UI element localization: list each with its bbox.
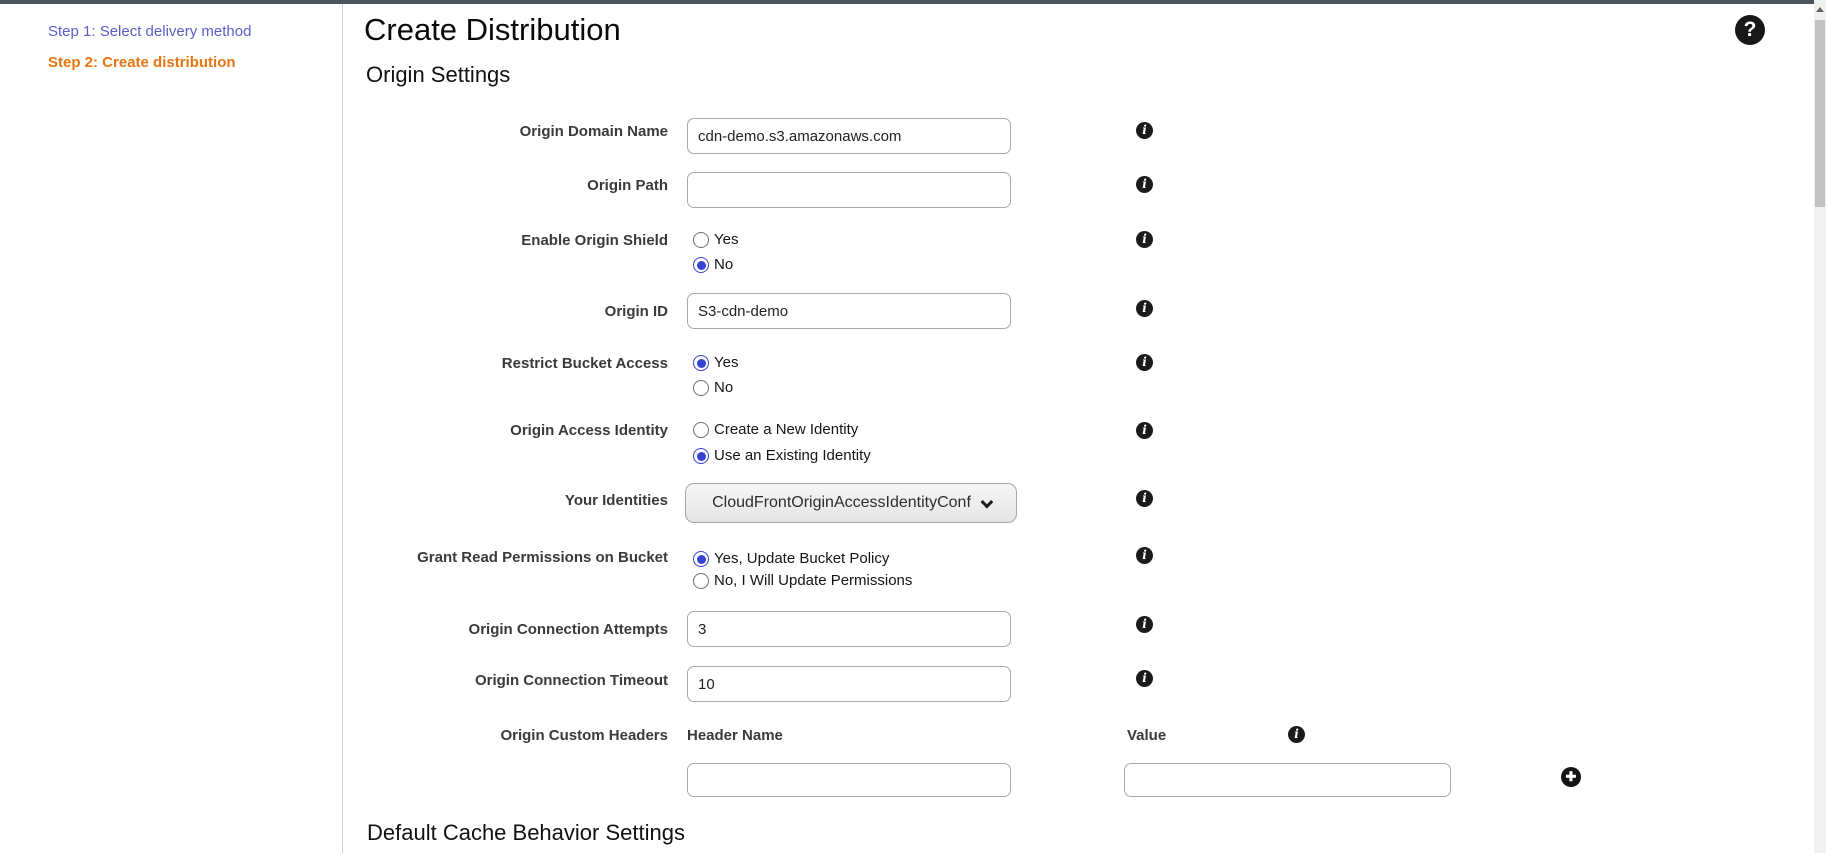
grant-read-permissions-no-radio[interactable] bbox=[693, 572, 912, 590]
origin-path-input[interactable] bbox=[687, 172, 1011, 208]
radio-label: Use an Existing Identity bbox=[714, 447, 871, 464]
grant-read-permissions-label: Grant Read Permissions on Bucket bbox=[417, 549, 668, 566]
origin-path-info-icon[interactable]: i bbox=[1136, 176, 1153, 193]
origin-settings-heading: Origin Settings bbox=[366, 62, 511, 87]
restrict-bucket-access-label: Restrict Bucket Access bbox=[501, 355, 668, 372]
origin-domain-name-input[interactable] bbox=[687, 118, 1011, 154]
origin-access-identity-create-new-radio[interactable] bbox=[693, 421, 858, 439]
radio-label: No bbox=[714, 256, 734, 273]
grant-read-permissions-yes-radio[interactable] bbox=[693, 550, 889, 568]
origin-custom-headers-label: Origin Custom Headers bbox=[500, 727, 668, 744]
origin-connection-attempts-label: Origin Connection Attempts bbox=[468, 621, 668, 638]
radio-selected-icon bbox=[693, 448, 709, 464]
radio-icon bbox=[693, 573, 709, 589]
radio-label: No, I Will Update Permissions bbox=[714, 572, 913, 589]
origin-access-identity-info-icon[interactable]: i bbox=[1136, 422, 1153, 439]
custom-header-value-input[interactable] bbox=[1124, 763, 1451, 797]
header-name-column-label: Header Name bbox=[687, 727, 783, 744]
origin-path-label: Origin Path bbox=[587, 177, 668, 194]
radio-label: Yes, Update Bucket Policy bbox=[714, 550, 890, 567]
custom-header-name-input[interactable] bbox=[687, 763, 1011, 797]
origin-connection-attempts-input[interactable] bbox=[687, 611, 1011, 647]
value-column-label: Value bbox=[1127, 727, 1167, 744]
origin-access-identity-use-existing-radio[interactable] bbox=[693, 447, 871, 465]
origin-id-label: Origin ID bbox=[604, 303, 668, 320]
enable-origin-shield-yes-radio[interactable] bbox=[693, 231, 738, 249]
grant-read-permissions-info-icon[interactable]: i bbox=[1136, 547, 1153, 564]
your-identities-info-icon[interactable]: i bbox=[1136, 490, 1153, 507]
radio-icon bbox=[693, 422, 709, 438]
help-icon[interactable]: ? bbox=[1735, 15, 1765, 45]
radio-label: Yes bbox=[714, 231, 739, 248]
page-title: Create Distribution bbox=[364, 12, 621, 47]
scrollbar-thumb[interactable] bbox=[1815, 20, 1825, 207]
origin-connection-timeout-input[interactable] bbox=[687, 666, 1011, 702]
radio-label: No bbox=[714, 379, 734, 396]
restrict-bucket-access-no-radio[interactable] bbox=[693, 379, 733, 397]
vertical-scrollbar[interactable] bbox=[1814, 0, 1826, 853]
your-identities-select[interactable] bbox=[685, 483, 1017, 523]
enable-origin-shield-label: Enable Origin Shield bbox=[521, 232, 668, 249]
radio-selected-icon bbox=[693, 257, 709, 273]
radio-label: Yes bbox=[714, 354, 739, 371]
origin-access-identity-label: Origin Access Identity bbox=[510, 422, 668, 439]
origin-id-info-icon[interactable]: i bbox=[1136, 300, 1153, 317]
enable-origin-shield-info-icon[interactable]: i bbox=[1136, 231, 1153, 248]
your-identities-label: Your Identities bbox=[564, 492, 668, 509]
radio-icon bbox=[693, 232, 709, 248]
origin-custom-headers-info-icon[interactable]: i bbox=[1288, 726, 1305, 743]
top-bar bbox=[0, 0, 1814, 4]
origin-connection-timeout-label: Origin Connection Timeout bbox=[474, 672, 668, 689]
default-cache-behavior-heading: Default Cache Behavior Settings bbox=[367, 820, 685, 845]
restrict-bucket-access-info-icon[interactable]: i bbox=[1136, 354, 1153, 371]
origin-domain-name-info-icon[interactable]: i bbox=[1136, 122, 1153, 139]
origin-connection-attempts-info-icon[interactable]: i bbox=[1136, 616, 1153, 633]
radio-selected-icon bbox=[693, 355, 709, 371]
radio-icon bbox=[693, 380, 709, 396]
origin-connection-timeout-info-icon[interactable]: i bbox=[1136, 670, 1153, 687]
sidebar-step-1-link[interactable]: Step 1: Select delivery method bbox=[48, 23, 252, 40]
radio-selected-icon bbox=[693, 551, 709, 567]
restrict-bucket-access-yes-radio[interactable] bbox=[693, 354, 738, 372]
chevron-down-icon bbox=[980, 495, 993, 508]
origin-id-input[interactable] bbox=[687, 293, 1011, 329]
radio-label: Create a New Identity bbox=[714, 421, 859, 438]
origin-domain-name-label: Origin Domain Name bbox=[519, 123, 668, 140]
your-identities-selected-value: CloudFrontOriginAccessIdentityConf bbox=[712, 494, 971, 511]
scroll-up-arrow-icon[interactable] bbox=[1816, 7, 1824, 12]
sidebar-step-2-current: Step 2: Create distribution bbox=[48, 54, 236, 71]
enable-origin-shield-no-radio[interactable] bbox=[693, 256, 733, 274]
add-custom-header-button[interactable]: ✚ bbox=[1561, 767, 1581, 787]
